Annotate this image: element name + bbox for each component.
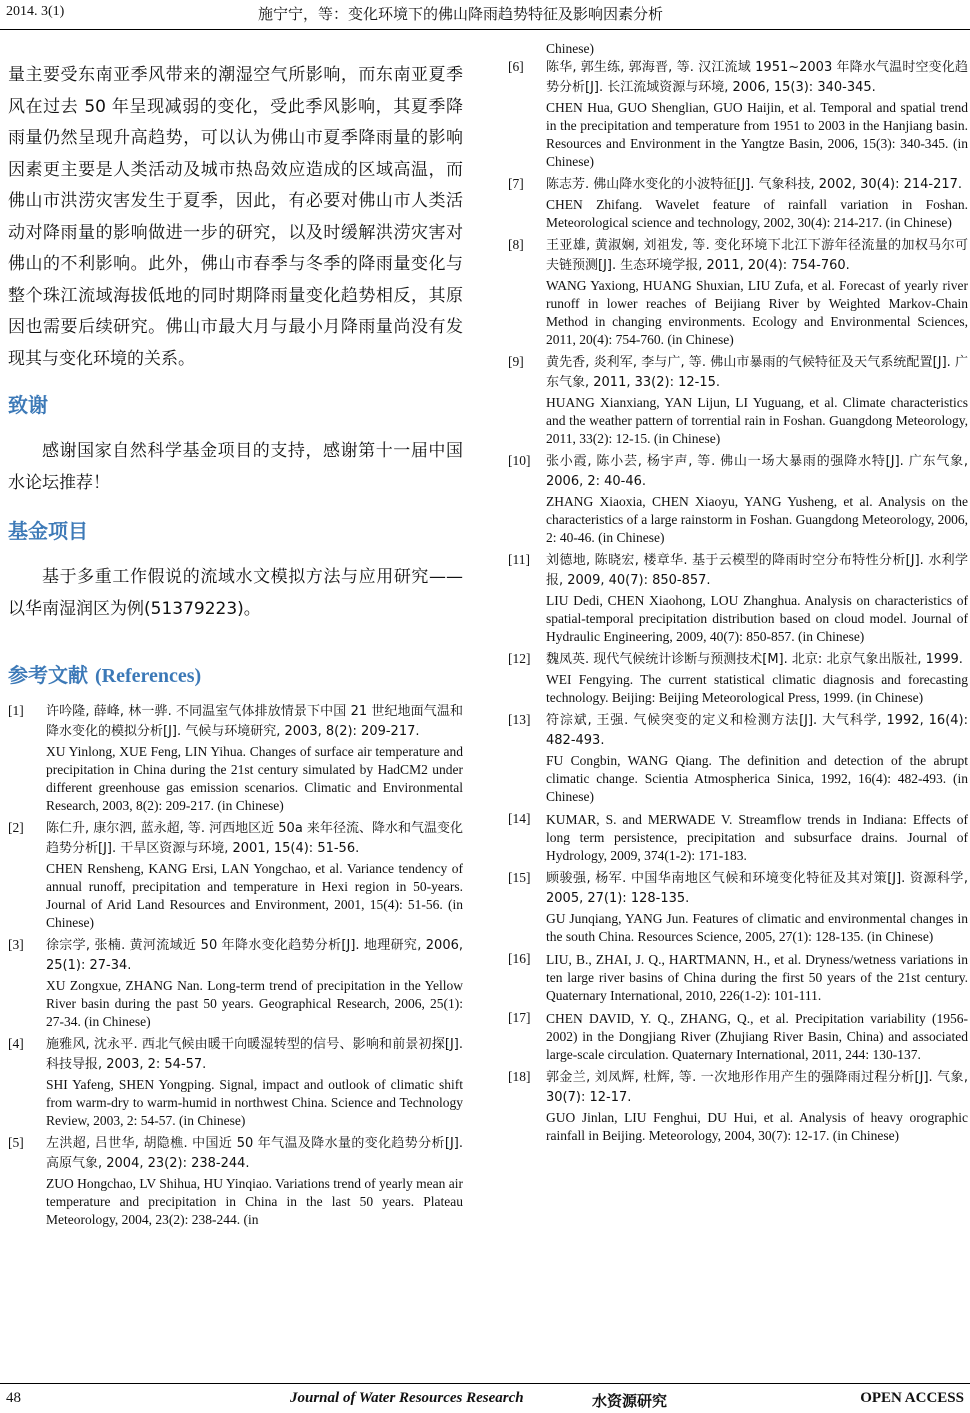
volume-label: 2014. 3(1) [6, 4, 65, 19]
reference-number: [11] [508, 552, 530, 567]
journal-name-zh: 水资源研究 [592, 1392, 668, 1410]
reference-item [8, 1134, 463, 1229]
reference-number: [3] [8, 937, 24, 952]
reference-number: [9] [508, 354, 524, 369]
reference-text [546, 175, 968, 232]
reference-item [508, 1068, 968, 1145]
reference-en: WANG Yaxiong, HUANG Shuxian, LIU Zufa, et al. Forecast of yearly river runoff in lower reaches of Beijiang River by Weighted Markov-Chain Method in changing environments. Ecology and Environmental Sciences, 2011, 20(4): 754-760. (in Chinese) [546, 278, 968, 347]
reference-text [546, 810, 968, 865]
reference-text [546, 58, 968, 171]
acknowledgement-text: 感谢国家自然科学基金项目的支持，感谢第十一届中国水论坛推荐！ [8, 441, 463, 493]
reference-number: [17] [508, 1010, 531, 1025]
reference-number: [4] [8, 1036, 24, 1051]
reference-list-right [508, 58, 968, 1145]
reference-zh: 黄先香, 炎利军, 李与广, 等. 佛山市暴雨的气候特征及天气系统配置[J]. 广东气象, 2011, 33(2): 12-15. [546, 355, 968, 390]
reference-text [546, 353, 968, 448]
reference-item [8, 819, 463, 932]
body-paragraph: 量主要受东南亚季风带来的潮湿空气所影响，而东南亚夏季风在过去 50 年呈现减弱的变化，受此季风影响，其夏季降雨量仍然呈现升高趋势，可以认为佛山市夏季降雨量的影响因素更主要是人类活动及城市热岛效应造成的区域高温，而佛山市洪涝灾害发生于夏季，因此，有必要对佛山市人类活动对降雨量的影响做进一步的研究，以及时缓解洪涝灾害对佛山的不利影响。此外，佛山市春季与冬季的降雨量变化与整个珠江流域海拔低地的同时期降雨量变化趋势相反，其原因也需要后续研究。佛山市最大月与最小月降雨量尚没有发现其与变化环境的关系。 [8, 65, 463, 369]
reference-item [508, 711, 968, 806]
reference-item [508, 353, 968, 448]
reference-zh: 陈华, 郭生练, 郭海晋, 等. 汉江流域 1951~2003 年降水气温时空变化趋势分析[J]. 长江流域资源与环境, 2006, 15(3): 340-345. [546, 60, 968, 95]
reference-text [546, 711, 968, 806]
reference-zh: 刘德地, 陈晓宏, 楼章华. 基于云模型的降雨时空分布特性分析[J]. 水利学报, 2009, 40(7): 850-857. [546, 553, 968, 588]
page-header [0, 0, 970, 30]
reference-text [546, 950, 968, 1005]
reference-zh: 徐宗学, 张楠. 黄河流域近 50 年降水变化趋势分析[J]. 地理研究, 2006, 25(1): 27-34. [46, 938, 463, 973]
reference-item [508, 1009, 968, 1064]
reference-item [508, 950, 968, 1005]
reference-item [508, 810, 968, 865]
funding-text: 基于多重工作假说的流域水文模拟方法与应用研究——以华南湿润区为例(51379223)。 [8, 567, 463, 619]
reference-text [546, 1068, 968, 1145]
reference-item [508, 452, 968, 547]
reference-zh: 陈志芳. 佛山降水变化的小波特征[J]. 气象科技, 2002, 30(4): 214-217. [546, 177, 963, 192]
reference-item [508, 650, 968, 707]
reference-number: [10] [508, 453, 531, 468]
reference-number: [15] [508, 870, 531, 885]
reference-en: CHEN Zhifang. Wavelet feature of rainfall variation in Foshan. Meteorological science and technology, 2002, 30(4): 214-217. (in Chinese) [546, 197, 968, 230]
reference-item [508, 236, 968, 349]
page-footer [0, 1383, 970, 1413]
reference-en: SHI Yafeng, SHEN Yongping. Signal, impact and outlook of climatic shift from warm-dry to warm-humid in northwest China. Science and Technology Review, 2003, 2: 54-57. (in Chinese) [46, 1077, 463, 1128]
reference-en: XU Zongxue, ZHANG Nan. Long-term trend of precipitation in the Yellow River basin during the past 50 years. Geographical Research, 2006, 25(1): 27-34. (in Chinese) [46, 978, 463, 1029]
reference-zh: 陈仁升, 康尔泗, 蓝永超, 等. 河西地区近 50a 来年径流、降水和气温变化趋势分析[J]. 干旱区资源与环境, 2001, 15(4): 51-56. [46, 821, 463, 856]
reference-number: [1] [8, 703, 24, 718]
reference-number: [12] [508, 651, 531, 666]
reference-zh: 符淙斌, 王强. 气候突变的定义和检测方法[J]. 大气科学, 1992, 16(4): 482-493. [546, 713, 968, 748]
reference-en: GU Junqiang, YANG Jun. Features of climatic and environmental changes in the south China. Resources Science, 2005, 27(1): 128-135. (in Chinese) [546, 911, 968, 944]
reference-text [546, 452, 968, 547]
reference-en: ZUO Hongchao, LV Shihua, HU Yinqiao. Variations trend of yearly mean air temperature and precipitation in China in the last 50 years. Plateau Meteorology, 2004, 23(2): 238-244. (in [46, 1176, 463, 1227]
reference-zh: 施雅风, 沈永平. 西北气候由暖干向暖湿转型的信号、影响和前景初探[J]. 科技导报, 2003, 2: 54-57. [46, 1037, 463, 1072]
reference-en: GUO Jinlan, LIU Fenghui, DU Hui, et al. Analysis of heavy orographic rainfall in Beijing. Meteorology, 2004, 30(7): 12-17. (in Chinese) [546, 1110, 968, 1143]
reference-item [8, 936, 463, 1031]
reference-en: ZHANG Xiaoxia, CHEN Xiaoyu, YANG Yusheng, et al. Analysis on the characteristics of a large rainstorm in Foshan. Guangdong Meteorology, 2006, 2: 40-46. (in Chinese) [546, 494, 968, 545]
reference-en: HUANG Xianxiang, YAN Lijun, LI Yuguang, et al. Climate characteristics and the weather pattern of torrential rain in Foshan. Guangdong Meteorology, 2011, 33(2): 12-15. (in Chinese) [546, 395, 968, 446]
open-access-label: OPEN ACCESS [860, 1390, 964, 1406]
reference-zh: 顾骏强, 杨军. 中国华南地区气候和环境变化特征及其对策[J]. 资源科学, 2005, 27(1): 128-135. [546, 871, 968, 906]
reference-number: [18] [508, 1069, 531, 1084]
reference-item [508, 869, 968, 946]
reference-text [46, 936, 463, 1031]
references-heading-zh: 参考文献 [8, 663, 88, 687]
acknowledgement-heading: 致谢 [8, 393, 48, 417]
reference-text [546, 551, 968, 646]
reference-number: [13] [508, 712, 531, 727]
reference-item [508, 175, 968, 232]
running-title: 施宁宁，等：变化环境下的佛山降雨趋势特征及影响因素分析 [258, 5, 664, 23]
reference-text [546, 1009, 968, 1064]
reference-en: CHEN Hua, GUO Shenglian, GUO Haijin, et al. Temporal and spatial trend in the precipitation and temperature from 1951 to 2003 in the Hanjiang basin. Resources and Environment in the Yangtze Basin, 2006, 15(3): 340-345. (in Chinese) [546, 100, 968, 169]
reference-item [8, 1035, 463, 1130]
reference-en: LIU Dedi, CHEN Xiaohong, LOU Zhanghua. Analysis on characteristics of spatial-temporal precipitation distribution based on cloud model. Journal of Hydraulic Engineering, 2009, 40(7): 850-857. (in Chinese) [546, 593, 968, 644]
reference-number: [14] [508, 811, 531, 826]
reference-item [8, 702, 463, 815]
reference-number: [7] [508, 176, 524, 191]
reference-continuation-text: Chinese) [546, 41, 594, 56]
reference-number: [16] [508, 951, 531, 966]
left-column [8, 60, 463, 1360]
reference-text [546, 869, 968, 946]
reference-number: [6] [508, 59, 524, 74]
reference-number: [8] [508, 237, 524, 252]
reference-text [546, 650, 968, 707]
reference-text [46, 819, 463, 932]
reference-en: CHEN DAVID, Y. Q., ZHANG, Q., et al. Precipitation variability (1956-2002) in the Dongjiang River (Zhujiang River Basin, China) and associated large-scale circulation. Quaternary International, 2011, 244: 130-137. [546, 1011, 968, 1062]
reference-en: XU Yinlong, XUE Feng, LIN Yihua. Changes of surface air temperature and precipitation in China during the 21st century simulated by HadCM2 under different greenhouse gas emission scenarios. Climatic and Environmental Research, 2003, 8(2): 209-217. (in Chinese) [46, 744, 463, 813]
page-number: 48 [6, 1390, 21, 1406]
reference-en: LIU, B., ZHAI, J. Q., HARTMANN, H., et al. Dryness/wetness variations in ten large river basins of China during the first 50 years of the 21st century. Quaternary International, 2010, 226(1-2): 101-111. [546, 952, 968, 1003]
reference-item [508, 551, 968, 646]
reference-zh: 王亚雄, 黄淑娴, 刘祖发, 等. 变化环境下北江下游年径流量的加权马尔可夫链预测[J]. 生态环境学报, 2011, 20(4): 754-760. [546, 238, 968, 273]
reference-text [46, 702, 463, 815]
reference-en: WEI Fengying. The current statistical climatic diagnosis and forecasting technology. Beijing: Beijing Meteorological Press, 1999. (in Chinese) [546, 672, 968, 705]
reference-zh: 魏凤英. 现代气候统计诊断与预测技术[M]. 北京: 北京气象出版社, 1999. [546, 652, 963, 667]
references-heading-en: (References) [94, 665, 202, 687]
reference-text [46, 1134, 463, 1229]
reference-text [46, 1035, 463, 1130]
reference-continuation [508, 40, 968, 58]
reference-zh: 许吟隆, 薛峰, 林一骅. 不同温室气体排放情景下中国 21 世纪地面气温和降水变化的模拟分析[J]. 气候与环境研究, 2003, 8(2): 209-217. [46, 704, 463, 739]
references-heading [8, 659, 463, 688]
reference-en: FU Congbin, WANG Qiang. The definition and detection of the abrupt climatic change. Scientia Atmospherica Sinica, 1992, 16(4): 482-493. (in Chinese) [546, 753, 968, 804]
reference-item [508, 58, 968, 171]
reference-number: [5] [8, 1135, 24, 1150]
reference-en: CHEN Rensheng, KANG Ersi, LAN Yongchao, et al. Variance tendency of annual runoff, precipitation and temperature in Hexi region in 50-years. Journal of Arid Land Resources and Environment, 2001, 15(4): 51-56. (in Chinese) [46, 861, 463, 930]
reference-zh: 左洪超, 吕世华, 胡隐樵. 中国近 50 年气温及降水量的变化趋势分析[J]. 高原气象, 2004, 23(2): 238-244. [46, 1136, 463, 1171]
right-column [508, 40, 968, 1360]
reference-list-left [8, 702, 463, 1229]
reference-zh: 郭金兰, 刘凤辉, 杜辉, 等. 一次地形作用产生的强降雨过程分析[J]. 气象, 30(7): 12-17. [546, 1070, 968, 1105]
reference-zh: 张小霞, 陈小芸, 杨宇声, 等. 佛山一场大暴雨的强降水特[J]. 广东气象, 2006, 2: 40-46. [546, 454, 968, 489]
reference-en: KUMAR, S. and MERWADE V. Streamflow trends in Indiana: Effects of long term persistence, precipitation and subsurface drains. Journal of Hydrology, 2009, 374(1-2): 171-183. [546, 812, 968, 863]
reference-number: [2] [8, 820, 24, 835]
funding-heading: 基金项目 [8, 519, 88, 543]
journal-name-en: Journal of Water Resources Research [290, 1390, 524, 1406]
reference-text [546, 236, 968, 349]
